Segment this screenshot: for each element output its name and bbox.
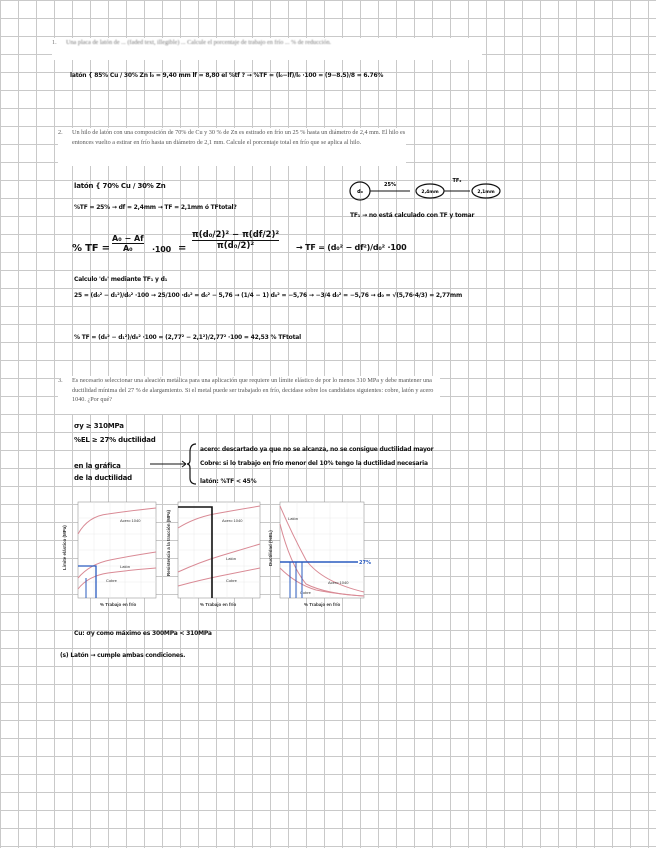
p2-formula-eq: =	[178, 243, 187, 254]
p3-conclusion-2: (s) Latón → cumple ambas condiciones.	[60, 652, 186, 659]
chart-yield-strength	[58, 494, 168, 614]
x-label-1: % Trabajo en frío	[100, 602, 137, 607]
p2-diagram-note: TF₁ → no está calculado con TF y tomar	[350, 212, 475, 219]
problem-2-number: 2.	[58, 129, 63, 136]
p3-brace-1: acero: descartado ya que no se alcanza, no se consigue ductilidad mayor	[200, 446, 434, 453]
problem-3-number: 3.	[58, 377, 63, 384]
p2-formula-left: % TF =	[72, 243, 110, 254]
diagram-node-2: 2,4mm	[421, 190, 439, 195]
p3-brace-2: Cobre: si lo trabajo en frío menor del 10% tengo la ductilidad necesaria	[200, 460, 428, 467]
p2-frac2-den: π(d₀/2)²	[217, 241, 255, 251]
diagram-arrow-2: TF₂	[452, 178, 462, 184]
p2-calc-heading: Calculo 'd₀' mediante TF₁ y d₁	[74, 276, 168, 283]
problem-2-statement	[58, 128, 406, 166]
chart-ductility	[266, 494, 386, 614]
p2-given-line: %TF = 25% → df = 2,4mm → TF = 2,1mm ó TFtotal?	[74, 204, 237, 211]
p3-conclusion-1: Cu: σy como máximo es 300MPa < 310MPa	[74, 630, 212, 637]
problem-1-number: 1.	[52, 39, 57, 46]
p2-frac1-den: A₀	[122, 244, 133, 253]
p2-given-brace: latón { 70% Cu / 30% Zn	[74, 182, 166, 190]
label-laton: Latón	[120, 564, 131, 569]
label-laton-3: Latón	[288, 516, 299, 521]
label-acero-2: Acero 1040	[222, 518, 243, 523]
p2-formula-frac2	[192, 230, 279, 251]
problem-1-statement	[52, 38, 482, 60]
diagram-node-3: 2,1mm	[477, 190, 495, 195]
p2-final-line: % TF = (d₀² − d₁²)/d₀² ·100 = (2,77² − 2,1²)/2,77² ·100 = 42,53 % TFtotal	[74, 334, 301, 341]
marker-27: 27%	[359, 560, 371, 566]
label-acero-3: Acero 1040	[328, 580, 349, 585]
p2-diameter-diagram	[348, 174, 508, 214]
p2-formula-frac1	[112, 234, 144, 253]
p3-brace-3: latón: %TF < 45%	[200, 478, 257, 485]
label-cobre-3: Cobre	[300, 590, 311, 595]
p3-brace	[150, 442, 200, 486]
p2-calc-line: 25 = (d₀² − d₁²)/d₀² ·100 → 25/100 ·d₀² = d₀² − 5,76 → (1/4 − 1) d₀² = −5,76 → −3/4 d₀² = −5,76 → d₀ = √(5,76·4/3) = 2,77mm	[74, 292, 463, 299]
diagram-arrow-1: 25%	[384, 182, 396, 188]
p3-line3: en la gráfica	[74, 462, 121, 470]
p2-formula-x100: ·100	[152, 245, 171, 254]
y-label-2: Resistencia a la tracción (MPa)	[166, 509, 171, 576]
diagram-node-1: d₀	[357, 189, 363, 195]
p2-formula-result: → TF = (d₀² − df²)/d₀² ·100	[296, 243, 407, 252]
p2-frac2-num: π(d₀/2)² − π(df/2)²	[192, 230, 280, 240]
label-cobre: Cobre	[106, 578, 117, 583]
chart-tensile-strength	[164, 494, 274, 614]
problem-1-text: Una placa de latón de ... (faded text, illegible) ... Calcule el porcentaje de trabajo en frío ... % de reducción.	[66, 39, 332, 46]
p3-line1: σy ≥ 310MPa	[74, 422, 124, 430]
y-label-3: Ductilidad (%EL)	[268, 530, 273, 566]
p2-frac1-num: A₀ − Af	[112, 234, 144, 243]
y-label-1: Límite elástico (MPa)	[62, 525, 67, 570]
x-label-2: % Trabajo en frío	[200, 602, 237, 607]
problem-1-handwriting: latón { 85% Cu / 30% Zn l₀ = 9,40 mm lf = 8,80 el %tf ? → %TF = (l₀−lf)/l₀ ·100 = (9−8.5)/8 = 6.76%	[70, 72, 384, 79]
problem-3-statement	[58, 376, 440, 414]
label-cobre-2: Cobre	[226, 578, 237, 583]
p3-line2: %EL ≥ 27% ductilidad	[74, 436, 156, 444]
problem-2-text: Un hilo de latón con una composición de 70% de Cu y 30 % de Zn es estirado en frío un 25 % hasta un diámetro de 2,4 mm. El hilo es entonces vuelto a estirar en frío hasta un diámetro de 2,1 mm. Calcule el porcentaje total en frío que se aplica al hilo.	[72, 129, 406, 146]
label-acero: Acero 1040	[120, 518, 141, 523]
label-laton-2: Latón	[226, 556, 237, 561]
problem-3-text: Es necesario seleccionar una aleación metálica para una aplicación que requiere un límite elástico de por lo menos 310 MPa y debe mantener una ductilidad mínima del 27 % de alargamiento. Si el metal puede ser trabajado en frío, decidase sobre los candidatos siguientes: cobre, latón y acero 1040. ¿Por qué?	[72, 377, 434, 404]
p3-line4: de la ductilidad	[74, 474, 132, 482]
x-label-3: % Trabajo en frío	[304, 602, 341, 607]
